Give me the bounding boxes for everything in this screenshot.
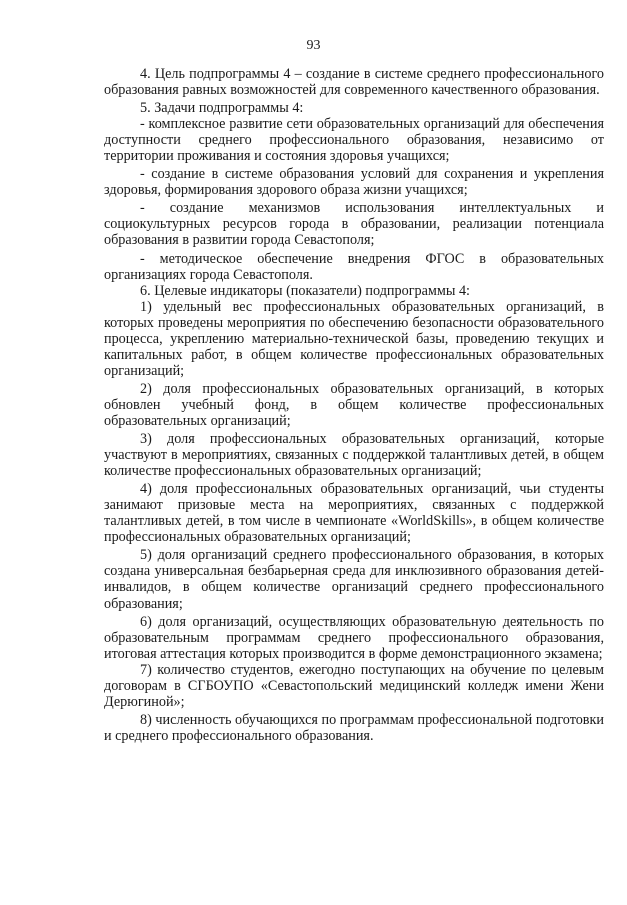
paragraph-indicator-5: 5) доля организаций среднего профессионального образования, в которых создана универсальная безбарьерная среда для инклюзивного образования детей-инвалидов, в общем количестве организаций среднего профессионального образования; — [104, 547, 604, 612]
paragraph-indicator-7: 7) количество студентов, ежегодно поступающих на обучение по целевым договорам в СГБОУПО «Севастопольский медицинский колледж имени Жени Дерюгиной»; — [104, 661, 604, 710]
paragraph-tasks-heading: 5. Задачи подпрограммы 4: — [140, 100, 304, 117]
paragraph-indicators-heading: 6. Целевые индикаторы (показатели) подпрограммы 4: — [140, 282, 470, 299]
paragraph-indicator-8: 8) численность обучающихся по программам профессиональной подготовки и среднего профессионального образования. — [104, 711, 604, 744]
page-number: 93 — [306, 38, 321, 53]
paragraph-indicator-1: 1) удельный вес профессиональных образовательных организаций, в которых проведены мероприятия по обеспечению безопасности образовательного процесса, укреплению материально-технической базы, проведению текущих и капитальных работ, в общем количестве профессиональных образовательных организаций; — [104, 298, 604, 379]
paragraph-task-1: - комплексное развитие сети образовательных организаций для обеспечения доступности среднего профессионального образования, независимо от территории проживания и состояния здоровья учащихся; — [104, 116, 604, 165]
paragraph-task-4: - методическое обеспечение внедрения ФГОС в образовательных организациях города Севастополя. — [104, 250, 604, 283]
paragraph-indicator-4: 4) доля профессиональных образовательных организаций, чьи студенты занимают призовые места на мероприятиях, связанных с поддержкой талантливых детей, в том числе в чемпионате «WorldSkills», в общем количестве профессиональных образовательных организаций; — [104, 481, 604, 546]
paragraph-indicator-2: 2) доля профессиональных образовательных организаций, в которых обновлен учебный фонд, в общем количестве профессиональных образовательных организаций; — [104, 380, 604, 429]
document-body — [104, 66, 604, 744]
paragraph-indicator-6: 6) доля организаций, осуществляющих образовательную деятельность по образовательным программам среднего профессионального образования, итоговая аттестация которых производится в форме демонстрационного экзамена; — [104, 613, 604, 662]
paragraph-indicator-3: 3) доля профессиональных образовательных организаций, которые участвуют в мероприятиях, связанных с поддержкой талантливых детей, в общем количестве профессиональных образовательных организаций; — [104, 431, 604, 480]
paragraph-task-2: - создание в системе образования условий для сохранения и укрепления здоровья, формирования здорового образа жизни учащихся; — [104, 166, 604, 199]
paragraph-task-3: - создание механизмов использования интеллектуальных и социокультурных ресурсов города в образовании, реализации потенциала образования в развитии города Севастополя; — [104, 200, 604, 249]
paragraph-goal: 4. Цель подпрограммы 4 – создание в системе среднего профессионального образования равных возможностей для современного качественного образования. — [104, 66, 604, 99]
